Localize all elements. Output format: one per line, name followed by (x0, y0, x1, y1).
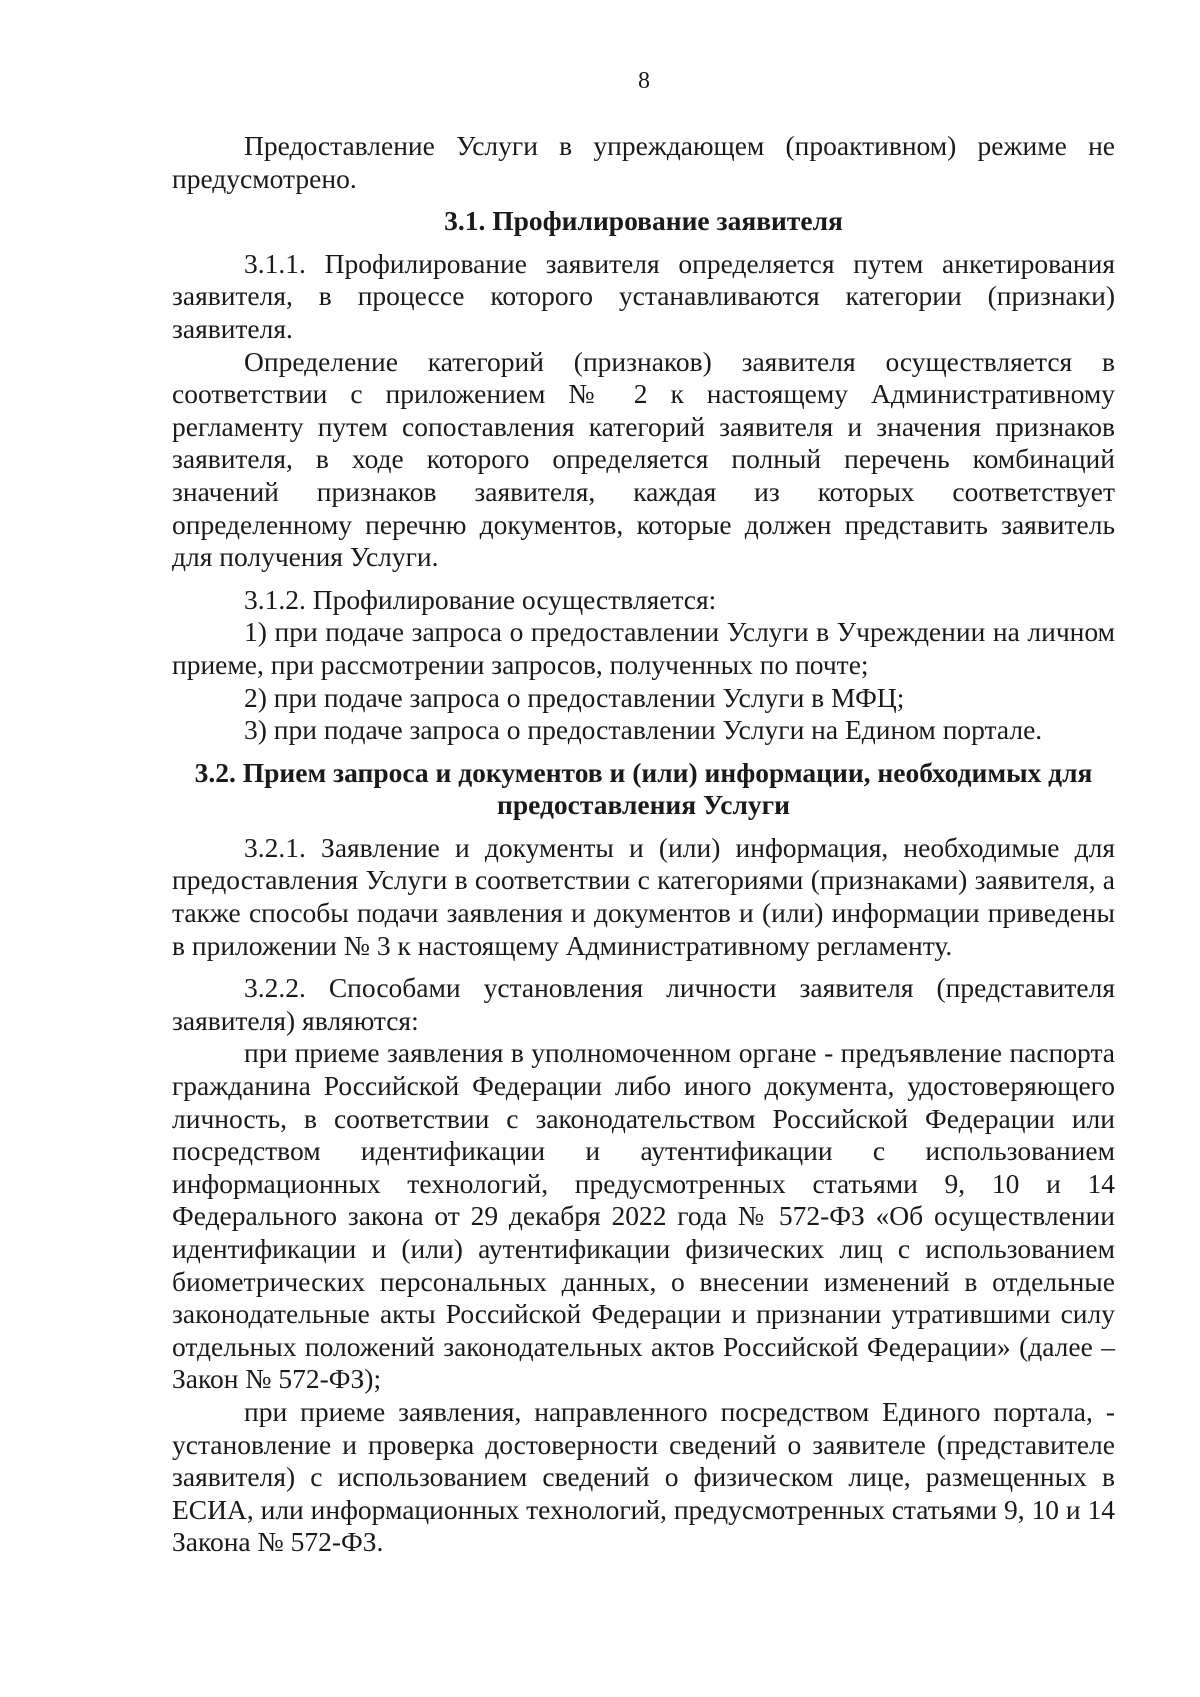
list-item-3: 3) при подаче запроса о предоставлении Услуги на Едином портале. (244, 714, 1043, 746)
paragraph-3-2-2: 3.2.2. Способами установления личности заявителя (представителя заявителя) являются: (172, 972, 1115, 1036)
paragraph-category-definition: Определение категорий (признаков) заявителя осуществляется в соответствии с приложением № 2 к настоящему Административному регламенту путем сопоставления категорий заявителя и значения признаков заявителя, в ходе которого определяется полный перечень комбинаций значений признаков заявителя, каждая из которых соответствует определенному перечню документов, которые должен представить заявитель для получения Услуги. (172, 345, 1115, 573)
page-number: 8 (638, 68, 650, 94)
list-item-1: 1) при подаче запроса о предоставлении Услуги в Учреждении на личном приеме, при рассмотрении запросов, полученных по почте; (172, 616, 1115, 680)
list-item-2: 2) при подаче запроса о предоставлении Услуги в МФЦ; (244, 681, 905, 713)
paragraph-3-1-1: 3.1.1. Профилирование заявителя определяется путем анкетирования заявителя, в процессе которого устанавливаются категории (признаки) заявителя. (172, 247, 1115, 344)
document-body (172, 130, 1115, 1559)
paragraph-proactive-mode: Предоставление Услуги в упреждающем (проактивном) режиме не предусмотрено. (172, 130, 1115, 194)
heading-section-3-1: 3.1. Профилирование заявителя (444, 205, 843, 237)
paragraph-identity-in-person: при приеме заявления в уполномоченном органе - предъявление паспорта гражданина Российской Федерации либо иного документа, удостоверяющего личность, в соответствии с законодательством Российской Федерации или посредством идентификации и аутентификации с использованием информационных технологий, предусмотренных статьями 9, 10 и 14 Федерального закона от 29 декабря 2022 года № 572-ФЗ «Об осуществлении идентификации и (или) аутентификации физических лиц с использованием биометрических персональных данных, о внесении изменений в отдельные законодательные акты Российской Федерации и признании утратившими силу отдельных положений законодательных актов Российской Федерации» (далее – Закон № 572-ФЗ); (172, 1037, 1115, 1395)
paragraph-identity-portal: при приеме заявления, направленного посредством Единого портала, - установление и проверка достоверности сведений о заявителе (представителе заявителя) с использованием сведений о физическом лице, размещенных в ЕСИА, или информационных технологий, предусмотренных статьями 9, 10 и 14 Закона № 572-ФЗ. (172, 1395, 1115, 1558)
paragraph-3-1-2: 3.1.2. Профилирование осуществляется: (244, 583, 717, 615)
heading-section-3-2: 3.2. Прием запроса и документов и (или) информации, необходимых для предоставления Услуги (194, 756, 1093, 821)
paragraph-3-2-1: 3.2.1. Заявление и документы и (или) информация, необходимые для предоставления Услуги в соответствии с категориями (признаками) заявителя, а также способы подачи заявления и документов и (или) информации приведены в приложении № 3 к настоящему Административному регламенту. (172, 831, 1115, 961)
